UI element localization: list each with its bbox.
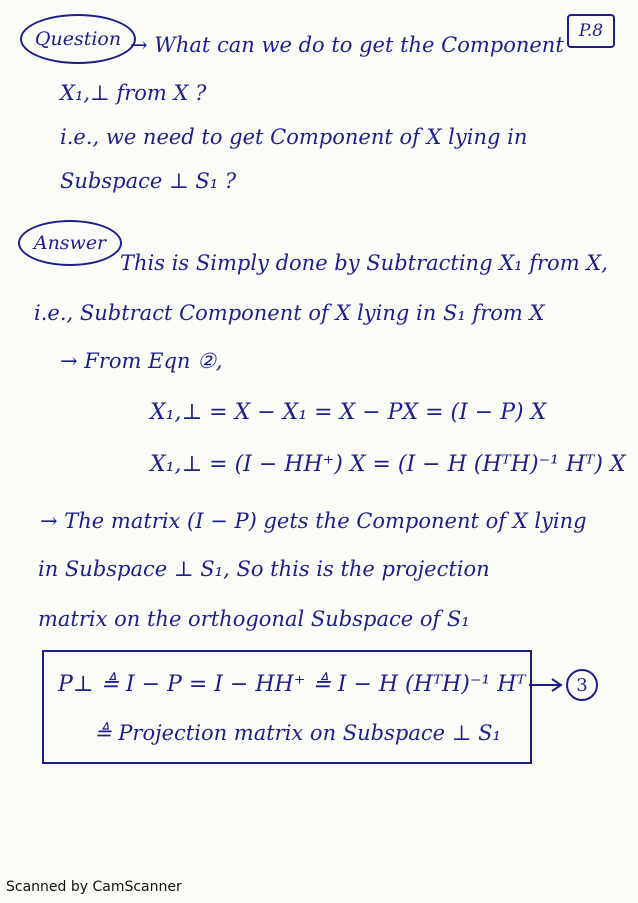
- explanation-line-3: matrix on the orthogonal Subspace of S₁: [38, 607, 470, 631]
- answer-line-1: This is Simply done by Subtracting X₁ from X,: [120, 251, 608, 275]
- question-line-1: → What can we do to get the Component: [130, 33, 564, 57]
- boxed-description: ≜ Projection matrix on Subspace ⊥ S₁: [94, 721, 501, 745]
- explanation-line-1: → The matrix (I − P) gets the Component of X lying: [40, 509, 587, 533]
- explanation-line-2: in Subspace ⊥ S₁, So this is the projection: [38, 557, 490, 581]
- question-line-2: X₁,⊥ from X ?: [60, 81, 207, 105]
- boxed-equation: P⊥ ≜ I − P = I − HH⁺ ≜ I − H (HᵀH)⁻¹ Hᵀ: [58, 672, 526, 697]
- answer-line-3: → From Eqn ②,: [60, 349, 223, 373]
- question-line-3: i.e., we need to get Component of X lying in: [60, 125, 528, 149]
- question-label: Question: [20, 14, 136, 64]
- page-number-tag: P.8: [567, 14, 615, 48]
- equation-2: X₁,⊥ = (I − HH⁺) X = (I − H (HᵀH)⁻¹ Hᵀ) X: [150, 452, 626, 477]
- scanner-footer: Scanned by CamScanner: [6, 879, 182, 895]
- equation-1: X₁,⊥ = X − X₁ = X − PX = (I − P) X: [150, 400, 547, 425]
- equation-number-3: 3: [566, 669, 598, 701]
- answer-line-2: i.e., Subtract Component of X lying in S₁ from X: [34, 301, 545, 325]
- answer-label: Answer: [18, 220, 122, 266]
- question-line-4: Subspace ⊥ S₁ ?: [60, 169, 237, 193]
